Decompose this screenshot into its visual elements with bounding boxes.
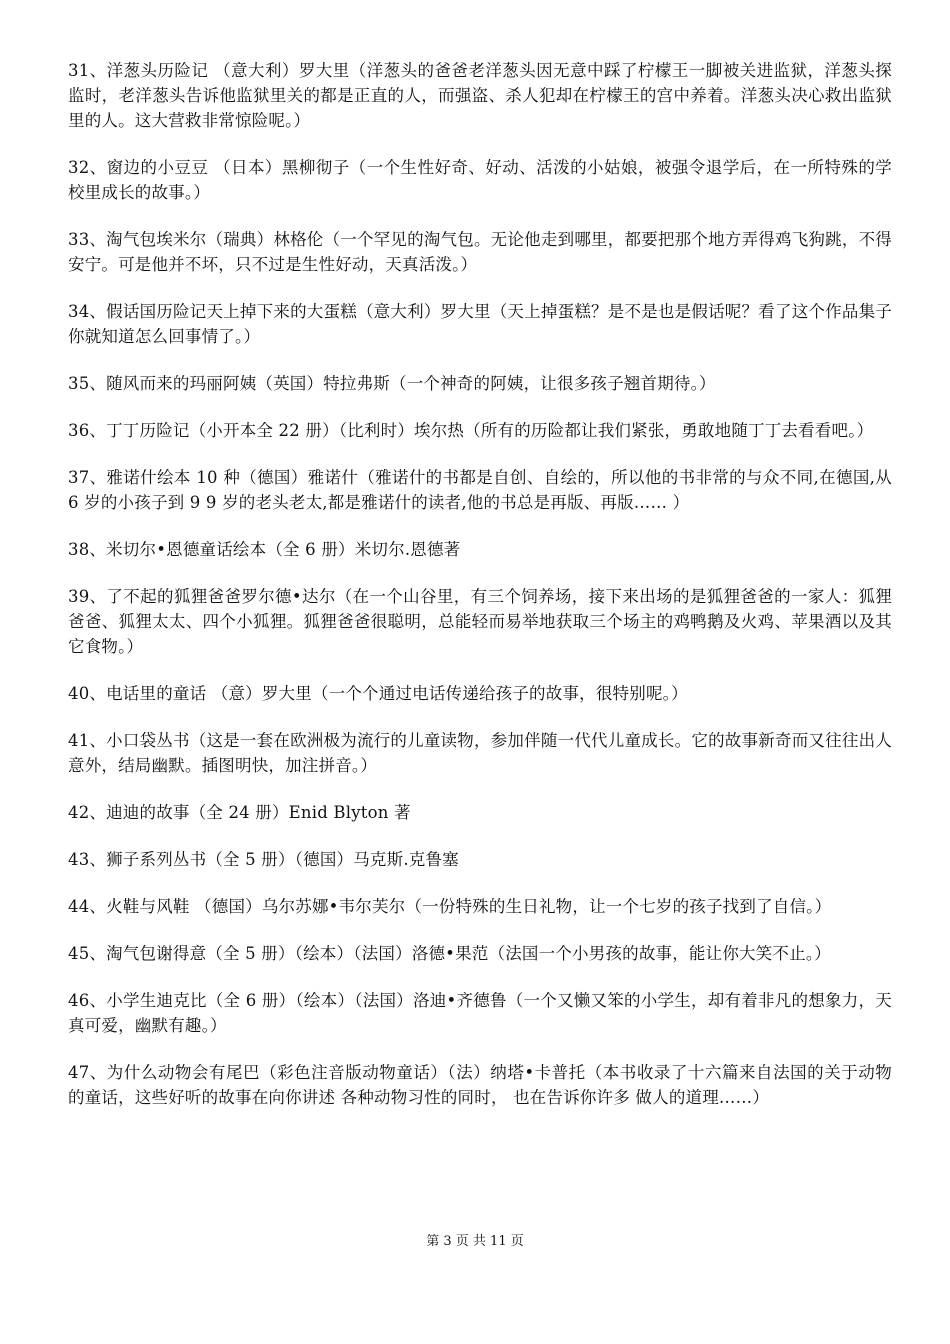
list-item: 38、米切尔•恩德童话绘本（全 6 册）米切尔.恩德著 — [68, 540, 461, 559]
list-item: 37、雅诺什绘本 10 种（德国）雅诺什（雅诺什的书都是自创、自绘的，所以他的书非常的与众不同,在德国,从 6 岁的小孩子到 9 9 岁的老头老太,都是雅诺什的读者,他的书总是再版、再版…… ） — [68, 468, 892, 512]
list-item: 32、窗边的小豆豆 （日本）黑柳彻子（一个生性好奇、好动、活泼的小姑娘，被强令退学后，在一所特殊的学校里成长的故事。） — [68, 158, 892, 202]
list-item: 41、小口袋丛书（这是一套在欧洲极为流行的儿童读物，参加伴随一代代儿童成长。它的故事新奇而又往往出人意外，结局幽默。插图明快，加注拼音。） — [68, 731, 892, 775]
page-number: 第 3 页 共 11 页 — [426, 1234, 524, 1249]
list-item: 34、假话国历险记天上掉下来的大蛋糕（意大利）罗大里（天上掉蛋糕？是不是也是假话呢？看了这个作品集子你就知道怎么回事情了。） — [68, 302, 892, 346]
list-item: 33、淘气包埃米尔（瑞典）林格伦（一个罕见的淘气包。无论他走到哪里，都要把那个地方弄得鸡飞狗跳，不得安宁。可是他并不坏，只不过是生性好动，天真活泼。） — [68, 230, 892, 274]
list-item: 39、了不起的狐狸爸爸罗尔德•达尔（在一个山谷里，有三个饲养场，接下来出场的是狐狸爸爸的一家人：狐狸爸爸、狐狸太太、四个小狐狸。狐狸爸爸很聪明，总能轻而易举地获取三个场主的鸡鸭鹅及火鸡、苹果酒以及其它食物。） — [68, 587, 892, 656]
list-item: 40、电话里的童话 （意）罗大里（一个个通过电话传递给孩子的故事，很特别呢。） — [68, 684, 688, 703]
list-item: 42、迪迪的故事（全 24 册）Enid Blyton 著 — [68, 803, 411, 822]
list-item: 36、丁丁历险记（小开本全 22 册）（比利时）埃尔热（所有的历险都让我们紧张，勇敢地随丁丁去看看吧。） — [68, 421, 874, 440]
list-item: 43、狮子系列丛书（全 5 册）（德国）马克斯.克鲁塞 — [68, 850, 459, 869]
list-item: 35、随风而来的玛丽阿姨（英国）特拉弗斯（一个神奇的阿姨，让很多孩子翘首期待。） — [68, 374, 716, 393]
list-item: 31、洋葱头历险记 （意大利）罗大里（洋葱头的爸爸老洋葱头因无意中踩了柠檬王一脚被关进监狱，洋葱头探监时，老洋葱头告诉他监狱里关的都是正直的人，而强盗、杀人犯却在柠檬王的宫中养着。洋葱头决心救出监狱里的人。这大营救非常惊险呢。） — [68, 61, 892, 130]
list-item: 44、火鞋与风鞋 （德国）乌尔苏娜•韦尔芙尔（一份特殊的生日礼物，让一个七岁的孩子找到了自信。） — [68, 897, 832, 916]
list-item: 47、为什么动物会有尾巴（彩色注音版动物童话）（法）纳塔•卡普托（本书收录了十六篇来自法国的关于动物的童话，这些好听的故事在向你讲述 各种动物习性的同时， 也在告诉你许多 做人的道理……） — [68, 1063, 892, 1107]
list-item: 46、小学生迪克比（全 6 册）（绘本）（法国）洛迪•齐德鲁（一个又懒又笨的小学生，却有着非凡的想象力，天真可爱，幽默有趣。） — [68, 991, 892, 1035]
document-body — [68, 58, 892, 1132]
list-item: 45、淘气包谢得意（全 5 册）（绘本）（法国）洛德•果范（法国一个小男孩的故事，能让你大笑不止。） — [68, 944, 831, 963]
